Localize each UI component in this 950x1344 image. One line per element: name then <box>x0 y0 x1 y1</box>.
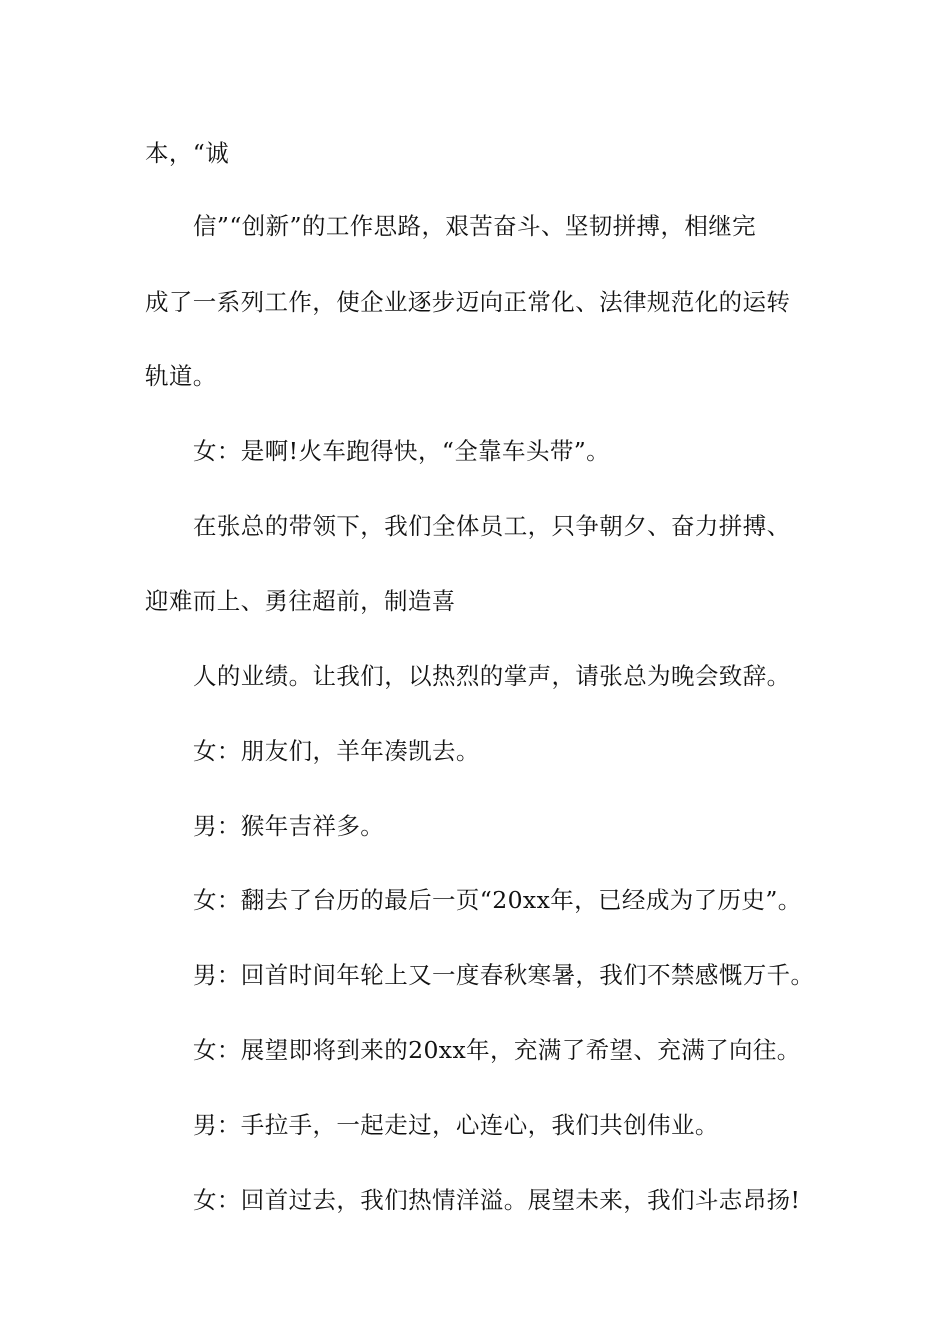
text-line: 女：朋友们，羊年凑凯去。 <box>193 737 480 765</box>
text-line: 女：展望即将到来的20xx年，充满了希望、充满了向往。 <box>193 1036 801 1064</box>
text-line: 女：翻去了台历的最后一页“20xx年，已经成为了历史”。 <box>193 886 802 914</box>
text-line: 在张总的带领下，我们全体员工，只争朝夕、奋力拼搏、 <box>193 512 791 540</box>
text-line: 女：回首过去，我们热情洋溢。展望未来，我们斗志昂扬! <box>193 1186 801 1214</box>
text-line: 男：猴年吉祥多。 <box>193 812 385 840</box>
text-line: 迎难而上、勇往超前，制造喜 <box>145 587 456 615</box>
text-line: 女：是啊!火车跑得快，“全靠车头带”。 <box>193 437 611 465</box>
text-line: 成了一系列工作，使企业逐步迈向正常化、法律规范化的运转 <box>145 288 791 316</box>
text-line: 信”“创新”的工作思路，艰苦奋斗、坚韧拼搏，相继完 <box>193 212 757 240</box>
text-line: 本，“诚 <box>145 139 230 167</box>
text-line: 男：手拉手，一起走过，心连心，我们共创伟业。 <box>193 1111 719 1139</box>
text-line: 轨道。 <box>145 362 217 390</box>
text-line: 人的业绩。让我们，以热烈的掌声，请张总为晚会致辞。 <box>193 662 791 690</box>
text-line: 男：回首时间年轮上又一度春秋寒暑，我们不禁感慨万千。 <box>193 961 815 989</box>
